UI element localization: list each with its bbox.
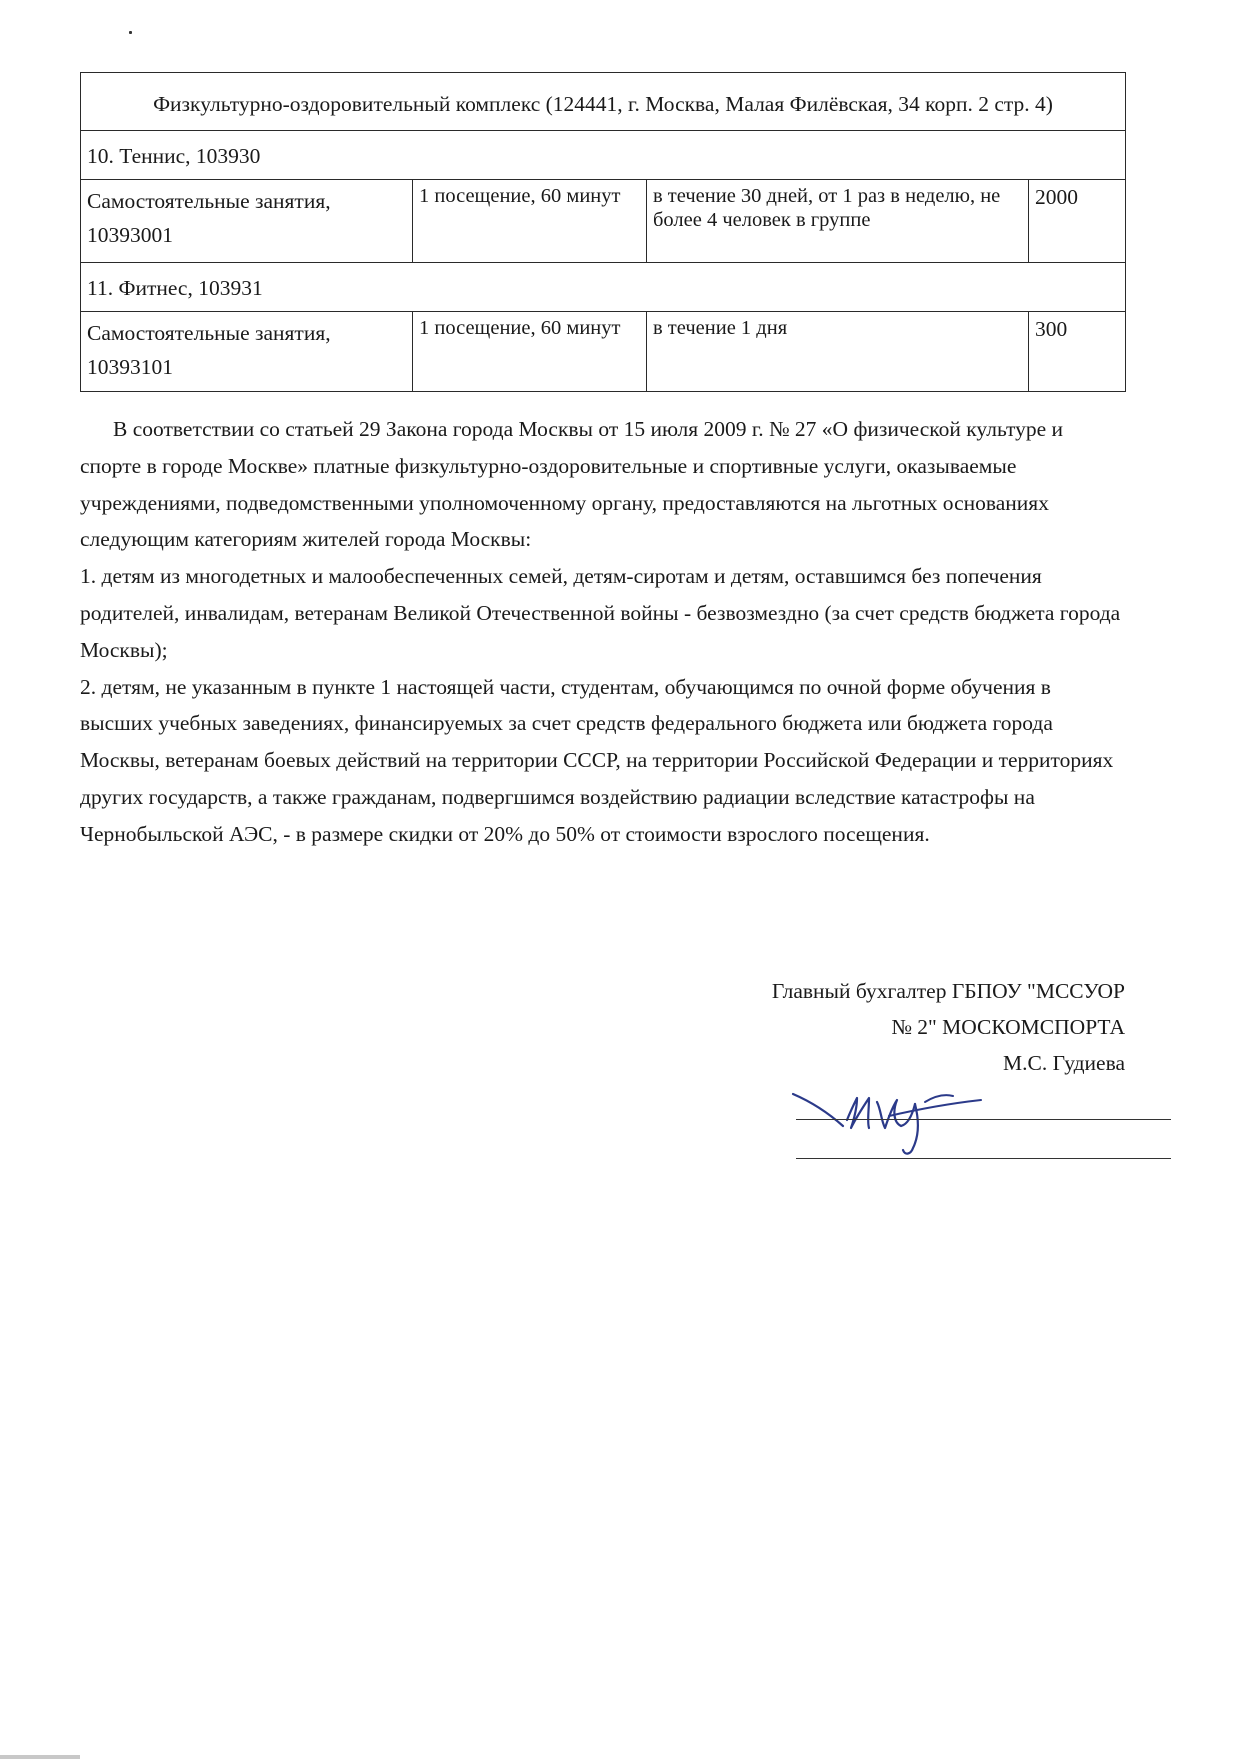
service-price: 2000 bbox=[1029, 180, 1126, 263]
section-title-tennis: 10. Теннис, 103930 bbox=[81, 131, 1126, 180]
signer-name: М.С. Гудиева bbox=[1003, 1051, 1125, 1075]
benefits-text bbox=[80, 411, 1125, 853]
handwritten-signature bbox=[785, 1080, 985, 1160]
table-row bbox=[81, 180, 1126, 263]
services-table bbox=[80, 72, 1126, 392]
table-row bbox=[81, 312, 1126, 392]
signer-title-line-1: Главный бухгалтер ГБПОУ "МССУОР bbox=[771, 979, 1125, 1003]
facility-header: Физкультурно-оздоровительный комплекс (124441, г. Москва, Малая Филёвская, 34 корп. 2 стр. 4) bbox=[81, 73, 1126, 131]
scan-speck bbox=[129, 31, 132, 34]
intro-paragraph: В соответствии со статьей 29 Закона города Москвы от 15 июля 2009 г. № 27 «О физической культуре и спорте в городе Москве» платные физкультурно-оздоровительные и спортивные услуги, оказываемые учреждениями, подведомственными уполномоченному органу, предоставляются на льготных основаниях следующим категориям жителей города Москвы: bbox=[80, 417, 1063, 552]
section-row-tennis bbox=[81, 131, 1126, 180]
signature-line bbox=[796, 1158, 1171, 1159]
service-name: Самостоятельные занятия, 10393001 bbox=[81, 180, 413, 263]
service-name: Самостоятельные занятия, 10393101 bbox=[81, 312, 413, 392]
scan-edge-mark bbox=[0, 1755, 80, 1759]
service-price: 300 bbox=[1029, 312, 1126, 392]
section-title-fitness: 11. Фитнес, 103931 bbox=[81, 263, 1126, 312]
benefit-item-2: 2. детям, не указанным в пункте 1 настоящей части, студентам, обучающимся по очной форме обучения в высших учебных заведениях, финансируемых за счет средств федерального бюджета или бюджета города Москвы, ветеранам боевых действий на территории СССР, на территории Российской Федерации и территориях других государств, а также гражданам, подвергшимся воздействию радиации вследствие катастрофы на Чернобыльской АЭС, - в размере скидки от 20% до 50% от стоимости взрослого посещения. bbox=[80, 674, 1114, 846]
service-duration: 1 посещение, 60 минут bbox=[413, 312, 647, 392]
section-row-fitness bbox=[81, 263, 1126, 312]
service-term: в течение 1 дня bbox=[647, 312, 1029, 392]
benefit-item-1: 1. детям из многодетных и малообеспеченных семей, детям-сиротам и детям, оставшимся без попечения родителей, инвалидам, ветеранам Великой Отечественной войны - безвозмездно (за счет средств бюджета города Москвы); bbox=[80, 564, 1121, 662]
service-term: в течение 30 дней, от 1 раз в неделю, не более 4 человек в группе bbox=[647, 180, 1029, 263]
signature-line bbox=[796, 1119, 1171, 1120]
signer-title-line-2: № 2" МОСКОМСПОРТА bbox=[891, 1015, 1125, 1039]
service-duration: 1 посещение, 60 минут bbox=[413, 180, 647, 263]
signature-block bbox=[772, 973, 1125, 1081]
table-header-row bbox=[81, 73, 1126, 131]
